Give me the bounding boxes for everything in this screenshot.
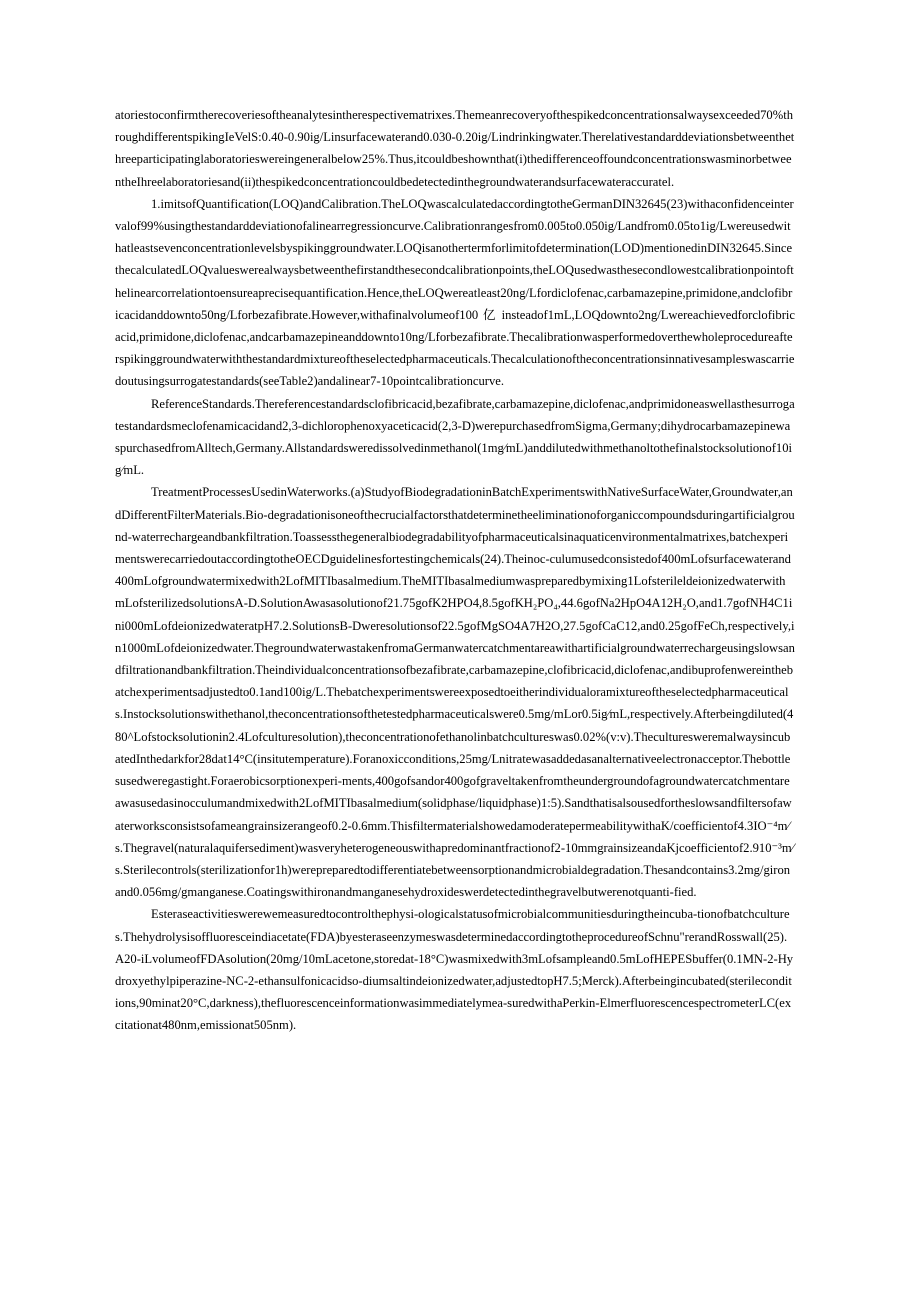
paragraph-recoveries: atoriestoconfirmtherecoveriesoftheanalytesintherespectivematrixes.Themeanrecoveryofthespikedconcentrationsalwaysexceeded70%throughdifferentspikingIeVelS:0.40-0.90ig/Linsurfacewaterand0.030-0.20ig/Lindrinkingwater.Therelativestandarddeviationsbetweenthethreeparticipatinglaboratorieswereingeneralbelow25%.Thus,itcouldbeshownthat(i)thedifferenceoffoundconcentrationswasminorbetweentheIhreelaboratoriesand(ii)thespikedconcentrationcouldbedetectedinthegroundwaterandsurfacewateraccuratel. [115, 108, 795, 189]
paragraph-limits-of-quantification: 1.imitsofQuantification(LOQ)andCalibration.TheLOQwascalculatedaccordingtotheGermanDIN32645(23)withaconfidenceintervalof99%usingthestandarddeviationofalinearregressioncurve.Calibrationrangesfrom0.005to0.050ig/Landfrom0.05to1ig/Lwereusedwithatleastsevenconcentrationlevelsbyspikinggroundwater.LOQisanothertermforlimitofdetermination(LOD)mentionedinDIN32645.SincethecalculatedLOQvalueswerealwaysbetweenthefirstandthesecondcalibrationpoints,theLOQusedwasthesecondlowestcalibrationpointofthelinearcorrelationtoensureaprecisequantification.Hence,theLOQwereatleast20ng/Lfordiclofenac,carbamazepine,primidone,andclofibricacidanddownto50ng/Lforbezafibrate.However,withafinalvolumeof100 亿 insteadof1mL,LOQdownto2ng/Lwereachievedforclofibricacid,primidone,diclofenac,andcarbamazepineanddownto10ng/Lforbezafibrate.Thecalibrationwasperformedoverthewholeprocedureafterspikinggroundwaterwiththestandardmixtureoftheselectedpharmaceuticals.Thecalculationoftheconcentrationsinnativesampleswascarriedoutusingsurrogatestandards(seeTable2)andalinear7-10pointcalibrationcurve. [115, 196, 795, 389]
paragraph-reference-standards: ReferenceStandards.Thereferencestandardsclofibricacid,bezafibrate,carbamazepine,diclofenac,andprimidoneaswellasthesurrogatestandardsmeclofenamicacidand2,3-dichlorophenoxyaceticacid(2,3-D)werepurchasedfromSigma,Germany;dihydrocarbamazepinewaspurchasedfromAlltech,Germany.Allstandardsweredissolvedinmethanol(1mg⁄mL)anddilutedwithmethanoltothefinalstocksolutionof10ig⁄mL. [115, 396, 795, 478]
document-page [115, 104, 795, 1037]
paragraph-esterase-activities: Esteraseactivitieswerewemeasuredtocontrolthephysi-ologicalstatusofmicrobialcommunitiesduringtheincuba-tionofbatchcultures.Thehydrolysisoffluoresceindiacetate(FDA)byesteraseenzymeswasdeterminedaccordingtotheprocedureofSchnu"rerandRosswall(25).A20-iLvolumeofFDAsolution(20mg/10mLacetone,storedat-18°C)wasmixedwith3mLofsampleand0.5mLofHEPESbuffer(0.1MN-2-Hydroxyethylpiperazine-NC-2-ethansulfonicacidso-diumsaltindeionizedwater,adjustedtopH7.5;Merck).Afterbeingincubated(sterileconditions,90minat20°C,darkness),thefluorescenceinformationwasimmediatelymea-suredwithaPerkin-ElmerfluorescencespectrometerLC(excitationat480nm,emissionat505nm). [115, 907, 794, 1033]
paragraph-treatment-processes: TreatmentProcessesUsedinWaterworks.(a)StudyofBiodegradationinBatchExperimentswithNativeSurfaceWater,Groundwater,andDifferentFilterMaterials.Bio-degradationisoneofthecrucialfactorsthatdeterminetheeliminationoforganiccompoundsduringartificialground-waterrechargeandbankfiltration.Toassessthegeneralbiodegradabilityofpharmaceuticalsinaquaticenvironmentalmatrixes,batchexperimentswerecarriedoutaccordingtotheOECDguidelinesfortestingchemicals(24).Theinoc-culumusedconsistedof400mLofsurfacewaterand400mLofgroundwatermixedwith2LofMITIbasalmedium.TheMITIbasalmediumwaspreparedbymixing1LofsterileldeionizedwaterwithmLofsterilizedsolutionsA-D.SolutionAwasasolutionof21.75gofK2HPO4,8.5gofKH₂PO₄,44.6gofNa2HpO4A12H₂O,and1.7gofNH4C1ini000mLofdeionizedwateratpH7.2.SolutionsB-Dweresolutionsof22.5gofMgSO4A7H2O,27.5gofCaC12,and0.25gofFeCh,respectively,in1000mLofdeionizedwater.ThegroundwaterwastakenfromaGermanwatercatchmentareawithartificialgroundwaterrechargeusingslowsandfiltrationandbankfiltration.Theindividualconcentrationsofbezafibrate,carbamazepine,clofibricacid,diclofenac,andibuprofenwereinthebatchexperimentsadjustedto0.1and100ig/L.Thebatchexperimentswereexposedtoeitherindividualoramixtureoftheselectedpharmaceuticals.Instocksolutionswithethanol,theconcentrationsofthetestedpharmaceuticalswere0.5mg/mLor0.5ig⁄mL,respectively.Afterbeingdiluted(480^Lofstocksolutionin2.4Lofculturesolution),theconcentrationofethanolinbatchcultureswas0.02%(v:v).TheculturesweremalwaysincubatedInthedarkfor28dat14°C(insitutemperature).Foranoxicconditions,25mg/Lnitratewasaddedasanalternativeelectronacceptor.Thebottlesusedweregastight.Foraerobicsorptionexperi-ments,400gofsandor400gofgraveltakenfromtheundergroundofagroundwatercatchmentareawasusedasinocculumandmixedwith2LofMITIbasalmedium(solidphase/liquidphase)1:5).Sandthatisalsousedfortheslowsandfiltersofawaterworksconsistsofameangrainsizerangeof0.2-0.6mm.ThisfiltermaterialshowedamoderatepermeabilitywithaK/coefficientof4.3IO⁻⁴m⁄s.Thegravel(naturalaquifersediment)wasveryheterogeneouswithapredominantfractionof2-10mmgrainsizeandaKjcoefficientof2.910⁻³m⁄s.Sterilecontrols(sterilizationfor1h)werepreparedtodifferentiatebetweensorptionandmicrobialdegradation.Thesandcontains3.2mg/gironand0.056mg/gmanganese.Coatingswithironandmanganesehydroxideswerdetectedinthegravelbutwerenotquanti-fied. [115, 485, 795, 900]
